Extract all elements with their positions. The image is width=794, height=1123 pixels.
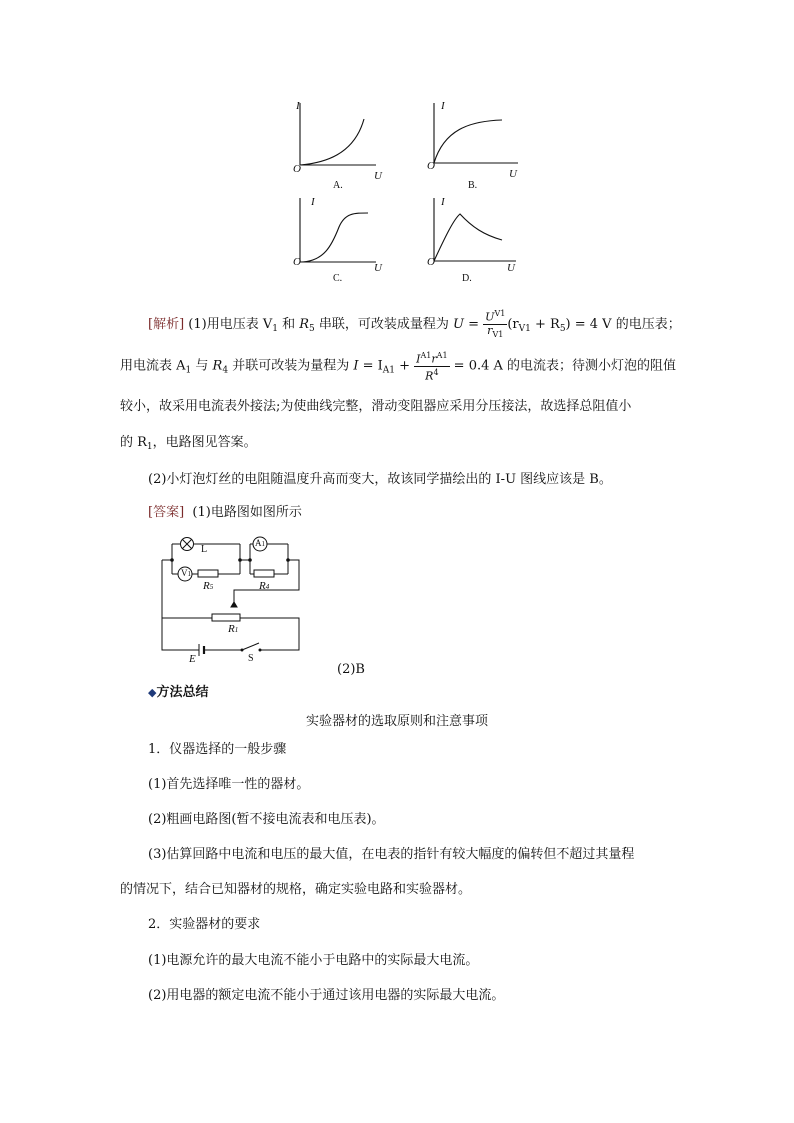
diamond-bullet-icon: ◆ <box>148 686 157 699</box>
r5-letter: R <box>203 580 210 592</box>
analysis-text: = 0.4 A 的电流表；待测小灯泡的阻值 <box>449 358 677 374</box>
iu-graphs-figure <box>284 95 524 290</box>
analysis-text: 与 <box>191 358 213 374</box>
subscript: V1 <box>518 323 531 334</box>
method-title: 方法总结 <box>156 685 209 700</box>
section-1-item-3-line-1: (3)估算回路中电流和电压的最大值，在电表的指针有较大幅度的偏转但不超过其量程 <box>148 847 635 862</box>
method-summary-title <box>148 684 208 702</box>
graph-a-curve <box>300 119 364 165</box>
voltmeter-sub: 1 <box>187 570 191 578</box>
graph-b-caption: B. <box>468 180 478 191</box>
section-1-title: 1．仪器选择的一般步骤 <box>148 742 287 757</box>
section-2-title: 2．实验器材的要求 <box>148 917 261 932</box>
frac-num-sup: V1 <box>494 309 506 318</box>
analysis-line-2 <box>120 350 676 383</box>
var-r: R <box>299 316 310 332</box>
graph-a-u-label: U <box>374 170 382 182</box>
r4-letter: R <box>259 580 266 592</box>
graph-a-i-label: I <box>296 100 300 112</box>
answer-tag: [答案] <box>148 505 185 520</box>
analysis-text: ) = 4 V 的电压表； <box>565 316 681 332</box>
subscript: 5 <box>309 323 315 334</box>
r5-label <box>203 580 213 592</box>
switch-label: S <box>248 653 254 664</box>
voltmeter-letter: V <box>181 568 188 578</box>
subscript: 4 <box>222 365 229 376</box>
frac-num-sup: A1 <box>436 351 448 360</box>
graph-d-caption: D. <box>462 273 472 284</box>
graph-a-origin-label: O <box>293 163 301 175</box>
r1-letter: R <box>228 623 235 635</box>
answer-text: (1)电路图如图所示 <box>192 505 302 520</box>
graph-d-curve <box>434 214 502 261</box>
section-1-item-2: (2)粗画电路图(暂不接电流表和电压表)。 <box>148 812 385 827</box>
analysis-line-1 <box>148 308 681 341</box>
analysis-line-4 <box>120 434 257 456</box>
ammeter-label <box>255 538 265 548</box>
graph-c-curve <box>300 213 368 262</box>
voltmeter-label <box>181 568 191 578</box>
graph-c-caption: C. <box>333 273 343 284</box>
subscript: 1 <box>272 323 278 334</box>
r4-label <box>259 580 269 592</box>
fraction-current <box>414 350 449 382</box>
graph-d-i-label: I <box>441 196 445 208</box>
switch-symbol <box>242 643 259 650</box>
frac-num: I <box>416 352 421 366</box>
subscript: 1 <box>146 442 153 452</box>
analysis-tag: [解析] <box>148 316 185 332</box>
ammeter-letter: A <box>255 538 262 548</box>
analysis-line-5: (2)小灯泡灯丝的电阻随温度升高而变大，故该同学描绘出的 I-U 图线应该是 B。 <box>148 472 612 487</box>
analysis-text: = I <box>358 358 383 374</box>
method-heading: 实验器材的选取原则和注意事项 <box>305 714 488 729</box>
frac-den-sub: V1 <box>492 329 504 339</box>
r5-sub: 5 <box>209 583 214 591</box>
subscript: 1 <box>185 365 192 376</box>
subscript: 5 <box>559 323 566 334</box>
frac-den-sup: 4 <box>433 367 439 377</box>
answer-part-2: (2)B <box>337 662 365 677</box>
graph-c-origin-label: O <box>293 256 301 268</box>
rheostat-r1-symbol <box>212 614 240 621</box>
var-u: U <box>453 316 464 332</box>
graph-b-curve <box>434 120 502 163</box>
graph-d-u-label: U <box>507 262 515 274</box>
circuit-diagram <box>150 530 310 668</box>
graph-c-u-label: U <box>374 262 382 274</box>
frac-den: R <box>425 369 434 383</box>
analysis-text: (r <box>507 316 519 332</box>
graph-c-i-label: I <box>311 196 315 208</box>
analysis-line-3: 较小，故采用电流表外接法;为使曲线完整，滑动变阻器应采用分压接法，故选择总阻值小 <box>120 399 632 414</box>
ammeter-sub: 1 <box>261 540 265 548</box>
r1-label <box>228 623 238 635</box>
analysis-text: 用电流表 A <box>120 358 186 374</box>
analysis-text: 和 <box>277 316 300 332</box>
resistor-r5-symbol <box>198 570 218 577</box>
analysis-text: 串联，可改装成量程为 <box>314 316 454 332</box>
var-i: I <box>353 358 359 374</box>
graph-b-i-label: I <box>441 100 445 112</box>
section-1-item-1: (1)首先选择唯一性的器材。 <box>148 777 310 792</box>
subscript: A1 <box>382 365 395 376</box>
analysis-text: ，电路图见答案。 <box>152 435 257 450</box>
frac-num-sup: A1 <box>420 351 432 360</box>
graph-b-origin-label: O <box>427 160 435 172</box>
section-2-item-1: (1)电源允许的最大电流不能小于电路中的实际最大电流。 <box>148 953 479 968</box>
var-r: R <box>212 358 223 374</box>
analysis-text: (1)用电压表 V <box>188 316 273 332</box>
equals-sign: = <box>464 316 484 332</box>
frac-num: r <box>431 352 437 366</box>
battery-label: E <box>189 653 196 665</box>
analysis-text: + R <box>530 316 560 332</box>
fraction-voltage <box>483 308 507 341</box>
frac-num: U <box>485 310 495 324</box>
r4-sub: 4 <box>265 583 270 591</box>
analysis-text: 的 R <box>120 435 147 450</box>
frac-den: r <box>487 323 493 337</box>
section-2-item-2: (2)用电器的额定电流不能小于通过该用电器的实际最大电流。 <box>148 988 505 1003</box>
r1-sub: 1 <box>234 626 239 634</box>
plus-sign: + <box>395 358 415 374</box>
section-1-item-3-line-2: 的情况下，结合已知器材的规格，确定实验电路和实验器材。 <box>120 882 472 897</box>
answer-line <box>148 504 302 522</box>
analysis-text: 并联可改装为量程为 <box>228 358 354 374</box>
graph-a-caption: A. <box>333 180 343 191</box>
resistor-r4-symbol <box>254 570 274 577</box>
graph-b-u-label: U <box>509 168 517 180</box>
lamp-label: L <box>201 544 208 555</box>
graph-d-origin-label: O <box>427 256 435 268</box>
